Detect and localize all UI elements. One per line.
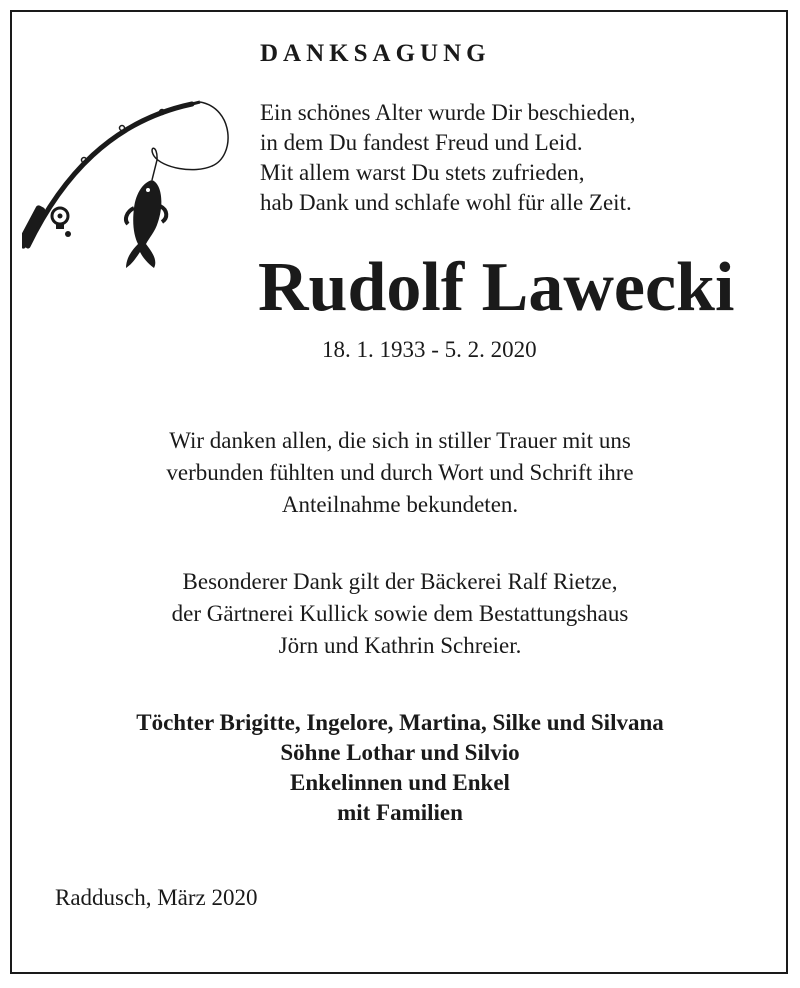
- poem-line: Ein schönes Alter wurde Dir beschieden,: [260, 100, 636, 125]
- family-line: Töchter Brigitte, Ingelore, Martina, Silke und Silvana: [136, 710, 664, 735]
- thanks-line: verbunden fühlten und durch Wort und Schrift ihre: [166, 460, 634, 485]
- thanks-line: Wir danken allen, die sich in stiller Trauer mit uns: [169, 428, 631, 453]
- notice-heading: DANKSAGUNG: [260, 40, 491, 67]
- fishing-rod-with-fish-icon: [22, 96, 242, 272]
- thanks-line: Jörn und Kathrin Schreier.: [278, 633, 522, 658]
- deceased-name: Rudolf Lawecki: [258, 249, 735, 326]
- poem: [260, 98, 636, 218]
- family-line: mit Familien: [337, 800, 463, 825]
- poem-line: Mit allem warst Du stets zufrieden,: [260, 160, 585, 185]
- family-line: Enkelinnen und Enkel: [290, 770, 510, 795]
- life-dates: 18. 1. 1933 - 5. 2. 2020: [322, 337, 537, 362]
- family-line: Söhne Lothar und Silvio: [280, 740, 520, 765]
- family-signature: [0, 708, 800, 828]
- general-thanks: [0, 425, 800, 521]
- thanks-line: der Gärtnerei Kullick sowie dem Bestattungshaus: [171, 601, 629, 626]
- thanks-line: Anteilnahme bekundeten.: [281, 492, 519, 517]
- poem-line: in dem Du fandest Freud und Leid.: [260, 130, 583, 155]
- place-and-date: Raddusch, März 2020: [55, 885, 258, 910]
- special-thanks: [0, 566, 800, 662]
- thanks-line: Besonderer Dank gilt der Bäckerei Ralf Rietze,: [182, 569, 618, 594]
- poem-line: hab Dank und schlafe wohl für alle Zeit.: [260, 190, 632, 215]
